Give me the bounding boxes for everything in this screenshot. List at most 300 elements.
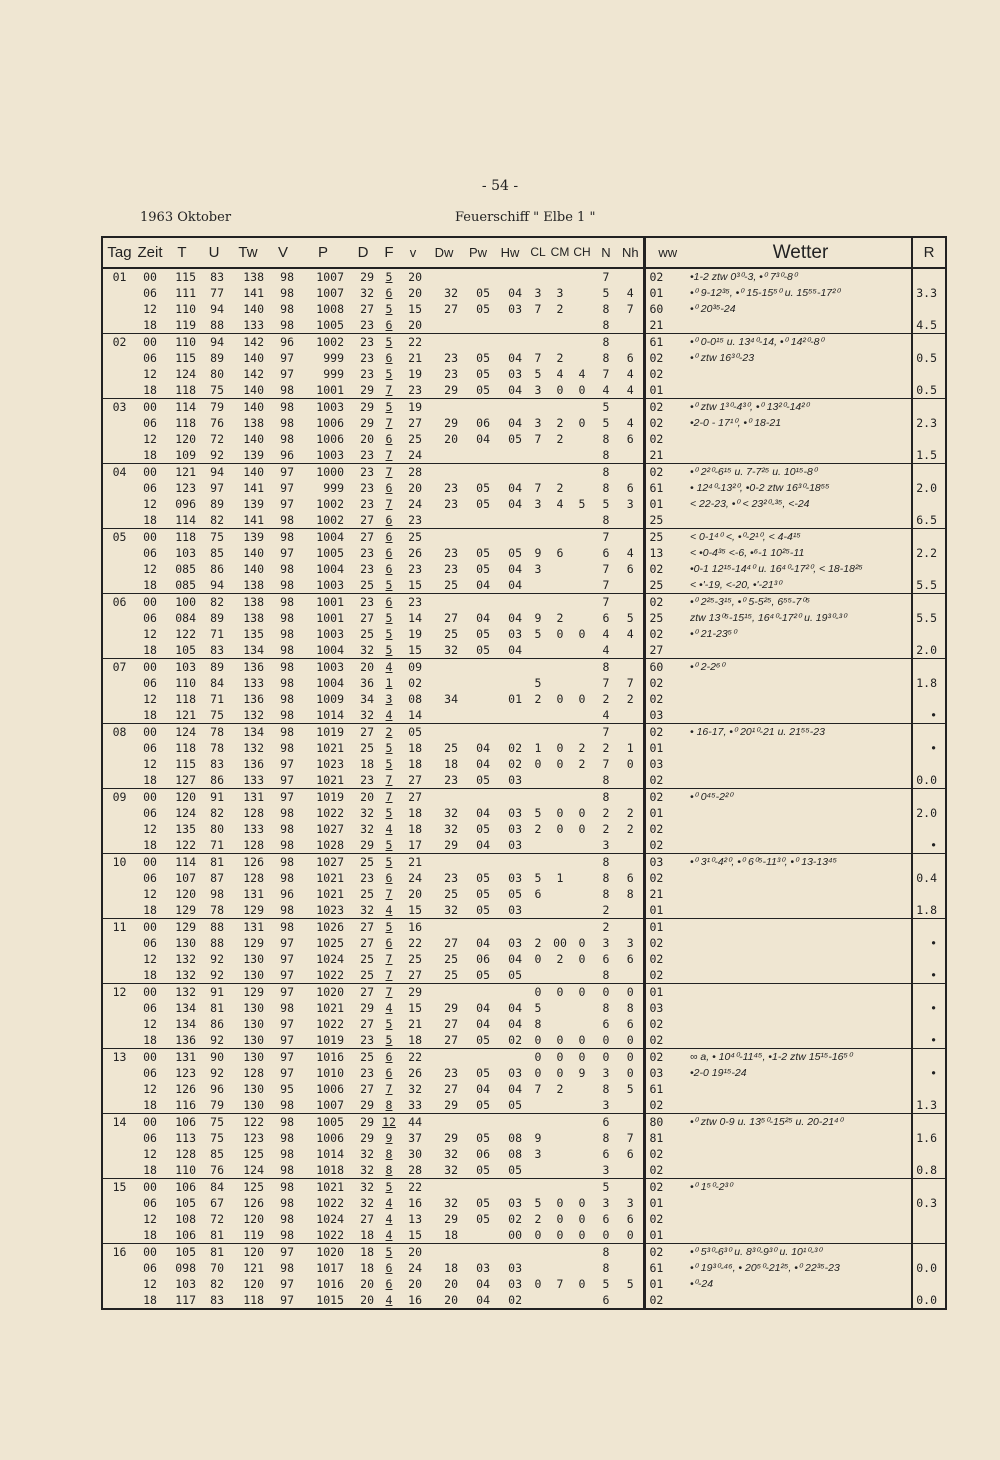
table-row	[102, 464, 946, 481]
data-cell: 128	[243, 1066, 264, 1080]
ww-code-cell: 02	[649, 676, 664, 690]
precipitation-cell: •	[912, 1032, 946, 1049]
precipitation-cell	[912, 431, 946, 447]
data-cell: 6	[385, 1277, 393, 1291]
data-cell	[618, 854, 644, 871]
data-cell: 4	[594, 642, 618, 659]
ww-code-cell: 02	[649, 952, 664, 966]
data-cell: 1004	[316, 562, 344, 576]
data-cell: 134	[175, 1017, 196, 1031]
table-row	[102, 789, 946, 806]
data-cell: 05	[462, 642, 494, 659]
data-cell: 20	[400, 317, 426, 334]
data-cell: 27	[348, 512, 378, 529]
data-cell	[618, 837, 644, 854]
data-cell: 18	[360, 1245, 374, 1259]
data-cell	[570, 1114, 594, 1131]
data-cell: 23	[444, 562, 458, 576]
day-cell	[102, 642, 136, 659]
data-cell: 7	[618, 1130, 644, 1146]
data-cell	[618, 724, 644, 741]
ww-code-cell: 02	[649, 1147, 664, 1161]
ww-code-cell: 61	[649, 481, 664, 495]
precipitation-cell: 2.0	[912, 805, 946, 821]
day-cell	[102, 626, 136, 642]
day-cell	[102, 967, 136, 984]
ww-code-cell: 02	[644, 772, 690, 789]
ww-code-cell: 02	[644, 1162, 690, 1179]
data-cell: 03	[508, 302, 522, 316]
weather-remark-cell	[690, 675, 912, 691]
data-cell: 2	[556, 351, 564, 365]
data-cell: 115	[175, 757, 196, 771]
precipitation-cell	[912, 854, 946, 871]
data-cell: 06	[476, 1147, 490, 1161]
ww-code-cell: 02	[649, 627, 664, 641]
data-cell: 29	[444, 416, 458, 430]
data-cell	[570, 919, 594, 936]
data-cell	[570, 675, 594, 691]
data-cell: 83	[200, 1292, 228, 1309]
data-cell: 98	[280, 595, 294, 609]
data-cell	[550, 789, 570, 806]
data-cell: 1016	[316, 1277, 344, 1291]
data-cell: 25	[348, 577, 378, 594]
col-wetter: Wetter	[690, 237, 912, 268]
data-cell: 120	[175, 887, 196, 901]
data-cell: 3	[594, 1162, 618, 1179]
data-cell: 5	[534, 627, 542, 641]
precipitation-cell	[912, 399, 946, 416]
data-cell: 2	[385, 725, 393, 739]
data-cell	[526, 919, 550, 936]
data-cell: 110	[164, 1162, 200, 1179]
data-cell: 118	[175, 741, 196, 755]
data-cell: 14	[400, 707, 426, 724]
day-cell	[102, 350, 136, 366]
ww-code-cell: 02	[649, 1050, 664, 1064]
data-cell: 23	[408, 595, 422, 609]
data-cell: 136	[243, 692, 264, 706]
data-cell: 0	[556, 1066, 564, 1080]
data-cell: 32	[360, 286, 374, 300]
precipitation-cell: 1.5	[912, 447, 946, 464]
data-cell: 1022	[298, 967, 348, 984]
ww-code-cell: 02	[649, 1212, 664, 1226]
data-cell: 1015	[298, 1292, 348, 1309]
data-cell: 89	[210, 660, 224, 674]
data-cell	[570, 285, 594, 301]
data-cell	[462, 512, 494, 529]
data-cell: 139	[228, 447, 268, 464]
data-cell: 0	[578, 692, 586, 706]
precipitation-cell: 0.0	[912, 1292, 946, 1309]
data-cell: 27	[360, 936, 374, 950]
data-cell: 98	[280, 400, 294, 414]
table-row	[102, 1292, 946, 1309]
data-cell: 6	[378, 317, 400, 334]
data-cell: 02	[508, 757, 522, 771]
data-cell: 23	[444, 481, 458, 495]
data-cell: 0	[526, 1032, 550, 1049]
ww-code-cell: 02	[649, 351, 664, 365]
data-cell: 88	[200, 317, 228, 334]
table-row	[102, 724, 946, 741]
data-cell: 5	[618, 1276, 644, 1292]
data-cell: 9	[385, 1131, 393, 1145]
data-cell: 1021	[298, 772, 348, 789]
data-cell: 82	[210, 806, 224, 820]
time-cell: 06	[143, 1066, 157, 1080]
data-cell: 0	[618, 984, 644, 1001]
data-cell: 91	[210, 790, 224, 804]
data-cell: 0	[534, 757, 542, 771]
data-cell: 29	[348, 837, 378, 854]
weather-remark-cell: •⁰ 3¹⁰-4²⁰, •⁰ 6⁰⁵-11³⁰, •⁰ 13-13⁴⁵	[690, 856, 838, 868]
data-cell: 1005	[298, 317, 348, 334]
data-cell: 23	[360, 871, 374, 885]
day-cell	[102, 577, 136, 594]
data-cell: 32	[360, 1196, 374, 1210]
data-cell	[550, 659, 570, 676]
data-cell: 92	[200, 967, 228, 984]
data-cell	[570, 464, 594, 481]
precipitation-cell	[912, 724, 946, 741]
data-cell: 113	[175, 1131, 196, 1145]
day-cell	[102, 447, 136, 464]
data-cell: 23	[400, 512, 426, 529]
data-cell: 114	[175, 400, 196, 414]
weather-remark-cell: •⁰ 1⁵⁰-2³⁰	[690, 1181, 733, 1193]
data-cell: 92	[210, 952, 224, 966]
data-cell	[550, 1000, 570, 1016]
data-cell: 140	[243, 400, 264, 414]
data-cell: 2	[556, 481, 564, 495]
data-cell: 8	[618, 1000, 644, 1016]
data-cell: 6	[385, 481, 393, 495]
data-cell: 6	[618, 1211, 644, 1227]
data-cell: 085	[175, 562, 196, 576]
time-cell: 12	[143, 497, 157, 511]
data-cell	[618, 1244, 644, 1261]
data-cell: 05	[476, 562, 490, 576]
data-cell: 134	[175, 1001, 196, 1015]
ww-code-cell: 01	[649, 985, 664, 999]
time-cell: 00	[143, 1180, 157, 1194]
data-cell	[550, 919, 570, 936]
data-cell: 15	[408, 302, 422, 316]
data-cell: 130	[228, 967, 268, 984]
time-cell: 12	[143, 887, 157, 901]
data-cell	[550, 1162, 570, 1179]
data-cell: 9	[534, 1131, 542, 1145]
data-cell: 32	[348, 642, 378, 659]
data-cell: 25	[360, 952, 374, 966]
weather-remark-cell: •1-2 ztw 0³⁰-3, •⁰ 7³⁰-8⁰	[690, 271, 798, 283]
ww-code-cell: 02	[649, 595, 664, 609]
data-cell: 97	[280, 790, 294, 804]
data-cell: 23	[360, 562, 374, 576]
data-cell: 02	[508, 1212, 522, 1226]
time-cell: 06	[143, 741, 157, 755]
data-cell	[618, 529, 644, 546]
data-cell: 98	[280, 611, 294, 625]
data-cell: 86	[210, 562, 224, 576]
table-row	[102, 659, 946, 676]
precipitation-cell	[912, 1049, 946, 1066]
data-cell: 25	[444, 627, 458, 641]
time-cell: 18	[136, 967, 164, 984]
data-cell: 1021	[316, 871, 344, 885]
data-cell: 1006	[316, 432, 344, 446]
data-cell: 98	[280, 1261, 294, 1275]
data-cell: 05	[476, 1196, 490, 1210]
data-cell: 6	[618, 951, 644, 967]
data-cell	[494, 334, 526, 351]
ww-code-cell: 01	[649, 806, 664, 820]
data-cell: 1004	[316, 676, 344, 690]
ww-code-cell: 02	[649, 416, 664, 430]
time-cell: 12	[143, 822, 157, 836]
data-cell: 8	[602, 871, 610, 885]
data-cell: 7	[385, 985, 393, 999]
data-cell: 05	[462, 902, 494, 919]
data-cell: 96	[280, 335, 294, 349]
data-cell: 108	[175, 1212, 196, 1226]
data-cell: 28	[400, 1162, 426, 1179]
day-cell	[102, 870, 136, 886]
weather-remark-cell: ztw 13⁰⁵-15¹⁵, 16⁴⁰-17²⁰ u. 19³⁰-³⁰	[690, 612, 847, 624]
data-cell: 23	[444, 351, 458, 365]
data-cell: 129	[243, 936, 264, 950]
data-cell: 05	[462, 1032, 494, 1049]
data-cell	[462, 675, 494, 691]
data-cell	[494, 594, 526, 611]
data-cell: 23	[360, 465, 374, 479]
data-cell: 25	[348, 967, 378, 984]
weather-remark-cell: •⁰ 2²⁰-6¹⁵ u. 7-7²⁵ u. 10¹⁵-8⁰	[690, 466, 817, 478]
data-cell: 111	[175, 286, 196, 300]
data-cell: 32	[444, 1196, 458, 1210]
data-cell: 29	[408, 985, 422, 999]
precipitation-cell	[912, 756, 946, 772]
data-cell: 130	[243, 1050, 264, 1064]
data-cell: 72	[210, 1212, 224, 1226]
day-cell	[102, 902, 136, 919]
data-cell: 1007	[316, 270, 344, 284]
table-row	[102, 1211, 946, 1227]
data-cell: 98	[280, 270, 294, 284]
precipitation-cell: 0.0	[912, 772, 946, 789]
data-cell	[570, 1000, 594, 1016]
data-cell: 24	[408, 497, 422, 511]
day-cell	[102, 756, 136, 772]
data-cell: 7	[618, 301, 644, 317]
data-cell: 05	[462, 382, 494, 399]
data-cell: 118	[175, 416, 196, 430]
data-cell: 98	[280, 822, 294, 836]
time-cell: 06	[143, 286, 157, 300]
data-cell	[494, 317, 526, 334]
data-cell: 05	[476, 367, 490, 381]
precipitation-cell	[912, 951, 946, 967]
data-cell	[462, 707, 494, 724]
data-cell: 2	[618, 821, 644, 837]
data-cell: 82	[210, 595, 224, 609]
table-row	[102, 854, 946, 871]
data-cell	[526, 724, 550, 741]
precipitation-cell: 0.5	[912, 350, 946, 366]
weather-remark-cell	[690, 1081, 912, 1097]
time-cell: 06	[143, 1196, 157, 1210]
ww-code-cell: 02	[644, 967, 690, 984]
data-cell: 0	[578, 936, 586, 950]
data-cell	[570, 1130, 594, 1146]
data-cell: 04	[508, 1082, 522, 1096]
data-cell: 5	[385, 367, 393, 381]
data-cell: 8	[378, 1097, 400, 1114]
data-cell: 27	[360, 920, 374, 934]
data-cell	[570, 1292, 594, 1309]
ww-code-cell: 01	[649, 286, 664, 300]
weather-remark-cell	[690, 366, 912, 382]
data-cell: 4	[618, 626, 644, 642]
data-cell	[550, 837, 570, 854]
data-cell: 1003	[298, 577, 348, 594]
data-cell: 107	[175, 871, 196, 885]
data-cell: 13	[408, 1212, 422, 1226]
data-cell: 04	[508, 611, 522, 625]
data-cell: 17	[400, 837, 426, 854]
data-cell: 25	[426, 967, 462, 984]
data-cell	[550, 675, 570, 691]
data-cell: 1027	[316, 822, 344, 836]
data-cell: 1022	[316, 1196, 344, 1210]
time-cell: 12	[143, 302, 157, 316]
data-cell: 1003	[316, 400, 344, 414]
data-cell: 04	[462, 837, 494, 854]
day-cell: 02	[112, 335, 127, 349]
data-cell	[570, 561, 594, 577]
data-cell	[618, 642, 644, 659]
data-cell: 05	[476, 497, 490, 511]
data-cell: 09	[408, 660, 422, 674]
data-cell: 97	[280, 1245, 294, 1259]
data-cell	[570, 967, 594, 984]
data-cell: 2	[618, 805, 644, 821]
data-cell: 8	[618, 886, 644, 902]
data-cell: 0	[578, 1196, 586, 1210]
table-row	[102, 610, 946, 626]
data-cell: 44	[408, 1115, 422, 1129]
data-cell: 131	[243, 920, 264, 934]
data-cell: 0	[550, 1032, 570, 1049]
data-cell: 16	[408, 1196, 422, 1210]
time-cell: 06	[143, 676, 157, 690]
data-cell	[550, 1114, 570, 1131]
data-cell: 23	[408, 562, 422, 576]
data-cell: 23	[360, 367, 374, 381]
data-cell	[426, 1179, 462, 1196]
data-cell: 83	[210, 757, 224, 771]
data-cell: 18	[400, 1032, 426, 1049]
data-cell: 2	[556, 1082, 564, 1096]
data-cell: 0	[534, 1066, 542, 1080]
time-cell: 00	[143, 400, 157, 414]
data-cell: 71	[200, 837, 228, 854]
data-cell: 98	[268, 837, 298, 854]
data-cell: 18	[408, 822, 422, 836]
time-cell: 12	[143, 757, 157, 771]
day-cell	[102, 1276, 136, 1292]
precipitation-cell: 0.0	[912, 1260, 946, 1276]
day-cell	[102, 285, 136, 301]
data-cell: 05	[494, 1097, 526, 1114]
ww-code-cell: 03	[649, 757, 664, 771]
day-cell	[102, 1146, 136, 1162]
data-cell: 23	[426, 772, 462, 789]
data-cell: 97	[280, 546, 294, 560]
data-cell	[462, 268, 494, 285]
col-pw: Pw	[462, 237, 494, 268]
data-cell: 05	[462, 967, 494, 984]
data-cell	[618, 399, 644, 416]
weather-remark-cell: < •'-19, <-20, •'-21³⁰	[690, 577, 912, 594]
data-cell: 98	[280, 1147, 294, 1161]
data-cell: 98	[280, 432, 294, 446]
data-cell	[462, 724, 494, 741]
day-cell: 03	[112, 400, 127, 414]
data-cell: 0	[618, 756, 644, 772]
data-cell: 22	[408, 1180, 422, 1194]
table-row	[102, 399, 946, 416]
data-cell: 130	[243, 1001, 264, 1015]
ww-code-cell: 01	[644, 382, 690, 399]
data-cell: 98	[268, 1162, 298, 1179]
data-cell: 79	[200, 1097, 228, 1114]
data-cell: 5	[385, 400, 393, 414]
data-cell: 29	[360, 416, 374, 430]
day-cell	[102, 821, 136, 837]
data-cell: 4	[556, 367, 564, 381]
data-cell	[570, 431, 594, 447]
data-cell: 6	[385, 432, 393, 446]
data-cell: 6	[602, 1115, 610, 1129]
data-cell	[462, 854, 494, 871]
data-cell	[462, 317, 494, 334]
table-row	[102, 350, 946, 366]
day-cell	[102, 1211, 136, 1227]
table-row	[102, 1195, 946, 1211]
ww-code-cell: 01	[649, 1277, 664, 1291]
data-cell: 0	[534, 1277, 542, 1291]
weather-remark-cell	[690, 935, 912, 951]
data-cell: 1	[556, 871, 564, 885]
data-cell: 0	[578, 416, 586, 430]
weather-remark-cell: •2-0 - 17¹⁰, •⁰ 18-21	[690, 417, 782, 429]
data-cell	[462, 447, 494, 464]
data-cell: 04	[508, 497, 522, 511]
ww-code-cell: 13	[649, 546, 664, 560]
data-cell	[570, 1244, 594, 1261]
data-cell	[570, 301, 594, 317]
data-cell: 5	[385, 335, 393, 349]
data-cell: 120	[243, 1245, 264, 1259]
data-cell: 138	[243, 611, 264, 625]
weather-remark-cell: •⁰ 2-2⁶⁰	[690, 661, 725, 673]
data-cell	[550, 594, 570, 611]
table-row	[102, 447, 946, 464]
